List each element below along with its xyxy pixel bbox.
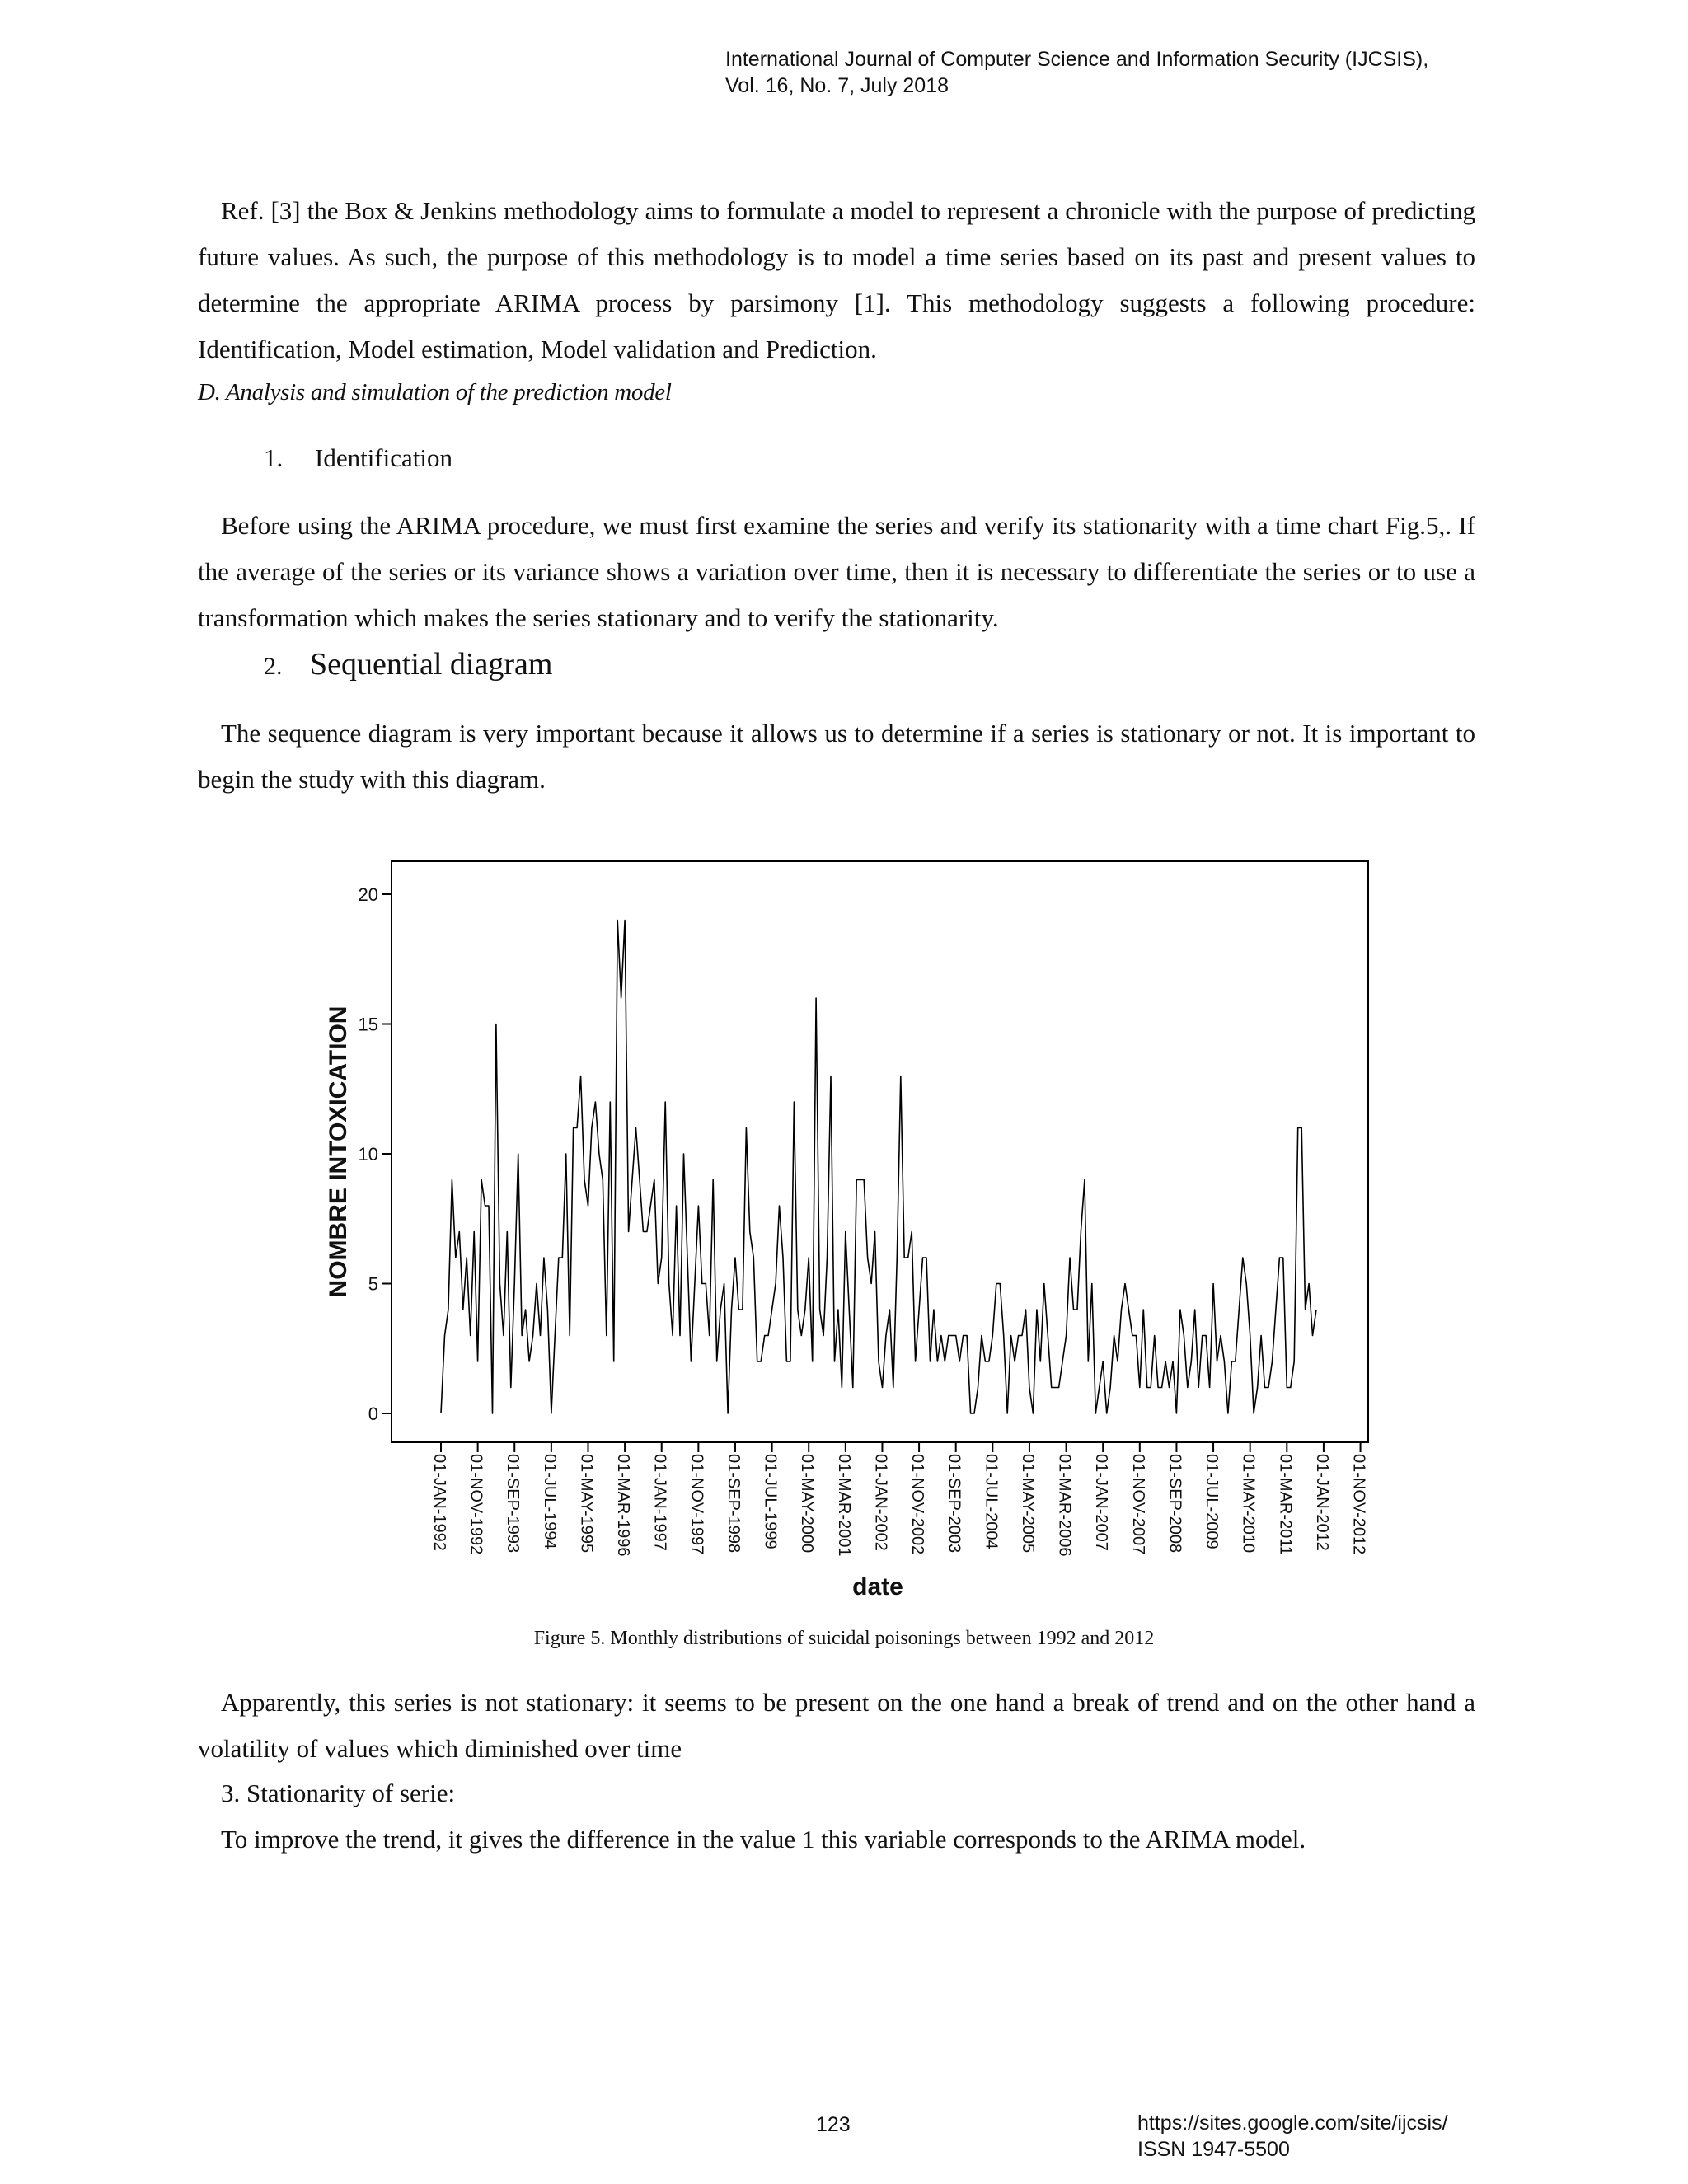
page-number: 123: [816, 2113, 851, 2136]
footer-url[interactable]: https://sites.google.com/site/ijcsis/: [1137, 2111, 1448, 2135]
figure-caption: Figure 5. Monthly distributions of suicidal poisonings between 1992 and 2012: [533, 1628, 1155, 1649]
x-tick-label: 01-MAY-1995: [577, 1454, 596, 1554]
x-tick-label: 01-JAN-2012: [1312, 1454, 1331, 1551]
paragraph-improve-trend: To improve the trend, it gives the difference in the value 1 this variable corresponds to the ARIMA model.: [221, 1825, 1306, 1854]
paragraph-not-stationary: [198, 1680, 1475, 1772]
journal-volume: Vol. 16, No. 7, July 2018: [725, 74, 950, 97]
x-tick-label: 01-JAN-1997: [650, 1454, 669, 1551]
subheading-identification: [264, 443, 452, 473]
journal-title: International Journal of Computer Science and Information Security (IJCSIS),: [725, 48, 1429, 71]
x-tick-label: 01-MAR-2011: [1276, 1454, 1295, 1556]
plot-frame: [392, 861, 1368, 1442]
section-heading-d: D. Analysis and simulation of the prediction model: [198, 379, 672, 405]
x-tick-label: 01-MAR-2006: [1055, 1454, 1074, 1557]
paragraph-identification: [198, 503, 1475, 641]
x-tick-label: 01-NOV-2012: [1349, 1454, 1368, 1555]
subheading-title: Identification: [315, 443, 452, 472]
x-tick-label: 01-MAY-2010: [1239, 1454, 1258, 1554]
x-tick-label: 01-SEP-2008: [1165, 1454, 1184, 1554]
subheading-stationarity: 3. Stationarity of serie:: [221, 1779, 456, 1807]
paragraph-text: Before using the ARIMA procedure, we must first examine the series and verify its stationarity with a time chart Fig.5,. If the average of the series or its variance shows a variation over time, then it is necessary to differentiate the series or to use a transformation which makes the series stationary and to verify the stationarity.: [198, 511, 1475, 632]
subheading-number: 2.: [264, 653, 283, 680]
paragraph-text: The sequence diagram is very important because it allows us to determine if a series is stationary or not. It is important to begin the study with this diagram.: [198, 719, 1475, 794]
journal-header: [725, 46, 1632, 99]
footer-info: [1137, 2110, 1448, 2163]
x-tick-label: 01-MAR-2001: [834, 1454, 853, 1557]
x-tick-label: 01-SEP-1993: [504, 1454, 523, 1554]
x-tick-label: 01-NOV-2007: [1128, 1454, 1147, 1555]
x-tick-label: 01-SEP-1998: [724, 1454, 743, 1554]
y-axis-label: NOMBRE INTOXICATION: [325, 1005, 352, 1298]
x-tick-label: 01-SEP-2003: [945, 1454, 964, 1554]
y-tick-label: 20: [358, 884, 378, 905]
footer-issn: ISSN 1947-5500: [1137, 2138, 1290, 2161]
x-tick-label: 01-MAY-2005: [1018, 1454, 1037, 1554]
x-tick-label: 01-NOV-2002: [908, 1454, 927, 1555]
y-tick-label: 0: [368, 1404, 378, 1424]
y-tick-label: 5: [368, 1273, 378, 1295]
x-tick-label: 01-JAN-2002: [871, 1454, 890, 1551]
x-tick-label: 01-JUL-2004: [982, 1454, 1001, 1549]
x-tick-label: 01-NOV-1992: [467, 1454, 485, 1555]
x-tick-label: 01-NOV-1997: [687, 1454, 706, 1555]
paragraph-sequence-diagram: [198, 710, 1475, 803]
x-tick-label: 01-JUL-1994: [540, 1454, 559, 1549]
x-tick-label: 01-MAR-1996: [614, 1454, 633, 1557]
y-tick-label: 10: [358, 1144, 378, 1165]
x-axis-label: date: [852, 1573, 903, 1601]
subheading-number: 1.: [264, 443, 284, 472]
paragraph-box-jenkins: [198, 188, 1475, 373]
series-line: [441, 921, 1316, 1414]
subheading-title: Sequential diagram: [310, 647, 553, 682]
x-tick-label: 01-JAN-1992: [430, 1454, 448, 1551]
subheading-sequential-diagram: [264, 646, 552, 682]
x-tick-label: 01-JUL-1999: [761, 1454, 780, 1549]
x-tick-label: 01-MAY-2000: [798, 1454, 817, 1554]
figure-5-line-chart: [305, 849, 1393, 1615]
x-tick-label: 01-JUL-2009: [1203, 1454, 1221, 1549]
paragraph-text: Ref. [3] the Box & Jenkins methodology aims to formulate a model to represent a chronicle with the purpose of predicting future values. As such, the purpose of this methodology is to model a time series based on its past and present values to determine the appropriate ARIMA process by parsimony [1]. This methodology suggests a following procedure: Identification, Model estimation, Model validation and Prediction.: [198, 196, 1475, 363]
y-tick-label: 15: [358, 1014, 378, 1035]
paragraph-text: Apparently, this series is not stationary: it seems to be present on the one hand a break of trend and on the other hand a volatility of values which diminished over time: [198, 1688, 1475, 1763]
x-tick-label: 01-JAN-2007: [1092, 1454, 1111, 1551]
